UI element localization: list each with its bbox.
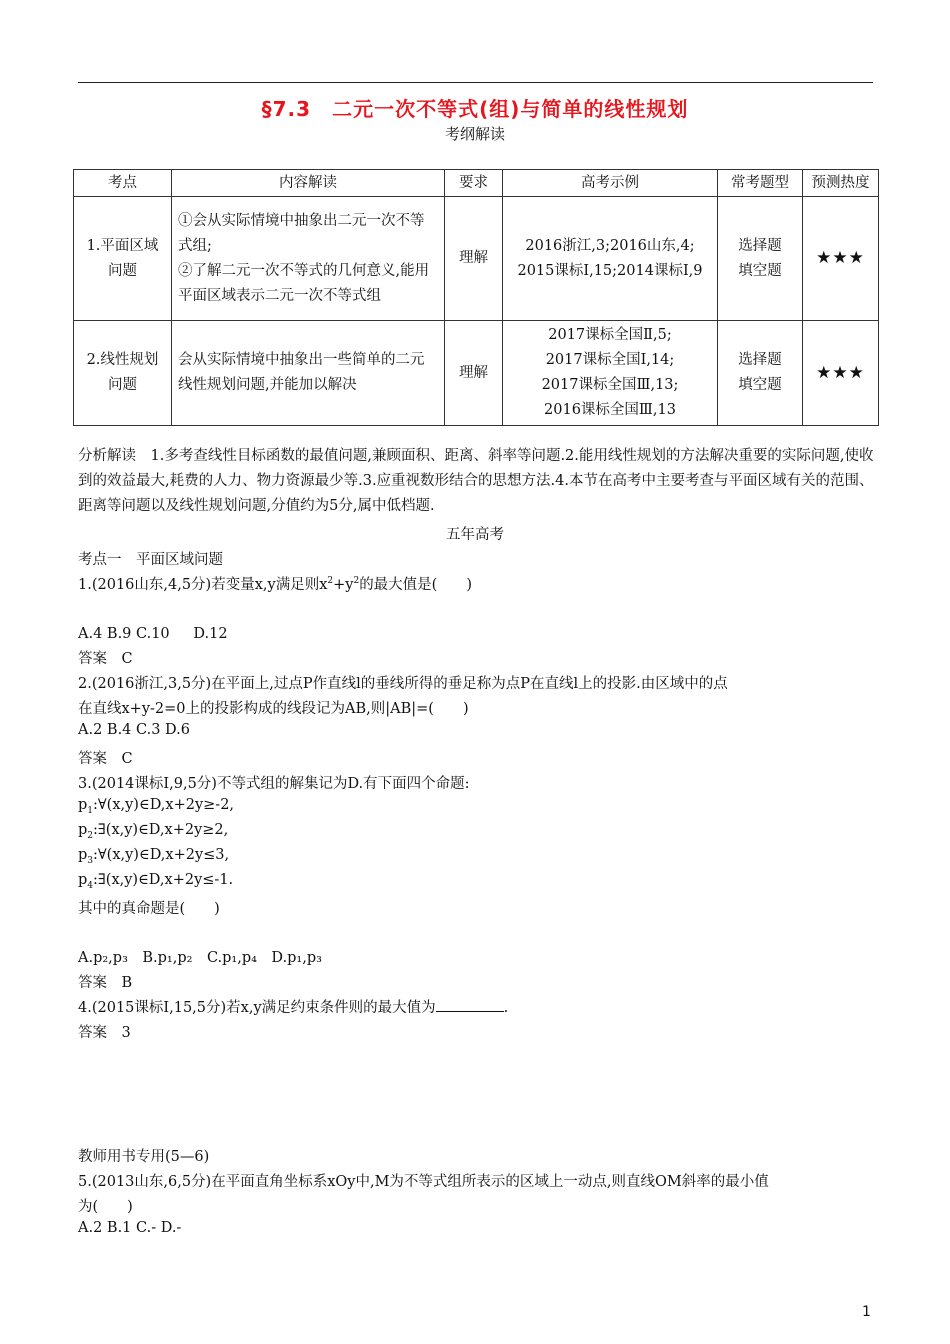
proposition-p4: $p_4:\exists(x,y)\in D,x+2y\le-1$.: [78, 872, 234, 891]
header-topic: 考点: [74, 170, 172, 197]
table-row: [74, 321, 879, 426]
question-3-answer: 答案 B: [78, 975, 133, 991]
question-5-stem-line: 5.(2013山东,6,5分)在平面直角坐标系xOy中,M为不等式组所表示的区域上一动点,则直线OM斜率的最小值: [78, 1174, 769, 1190]
content-line: 会从实际情境中抽象出一些简单的二元线性规划问题,并能加以解决: [178, 352, 425, 393]
question-5-options: A.2 B.1 C.- D.-: [78, 1220, 182, 1236]
proposition-p2: $p_2:\exists(x,y)\in D,x+2y\ge 2$,: [78, 822, 229, 841]
cell-question-types: [718, 197, 803, 321]
cell-topic: 2.线性规划问题: [74, 321, 172, 426]
question-1-stem: 1.(2016山东,4,5分)若变量x,y满足则$x^2+y^2$的最大值是( ): [78, 576, 473, 593]
cell-content: [172, 197, 445, 321]
syllabus-heading: 考纲解读: [444, 125, 505, 143]
content-line: ②了解二元一次不等式的几何意义,能用平面区域表示二元一次不等式组: [178, 262, 430, 304]
question-2-answer: 答案 C: [78, 751, 133, 767]
answer-blank: [436, 997, 504, 1012]
question-3-stem: 3.(2014课标Ⅰ,9,5分)不等式组的解集记为D.有下面四个命题:: [78, 776, 470, 792]
header-heat: 预测热度: [803, 170, 879, 197]
example-line: 2016浙江,3;2016山东,4;: [525, 237, 695, 254]
cell-heat-stars: ★★★: [803, 321, 879, 426]
analysis-paragraph: 分析解读 1.多考查线性目标函数的最值问题,兼顾面积、距离、斜率等问题.2.能用线性规划的方法解决重要的实际问题,使收到的效益最大,耗费的人力、物力资源最少等.3.应重视数形结合的思想方法.4.本节在高考中主要考查与平面区域有关的范围、距离等问题以及线性规划问题,分值约为5分,属中低档题.: [78, 448, 874, 514]
question-2-stem-line: 在直线x+y-2=0上的投影构成的线段记为AB,则|AB|=( ): [78, 701, 469, 717]
question-1-answer: 答案 C: [78, 651, 133, 667]
cell-content: [172, 321, 445, 426]
page-title: §7.3 二元一次不等式(组)与简单的线性规划: [261, 97, 689, 121]
type-line: 选择题: [738, 237, 782, 254]
page-number: 1: [862, 1304, 871, 1320]
question-3-options: A.p₂,p₃ B.p₁,p₂ C.p₁,p₄ D.p₁,p₃: [78, 950, 322, 966]
type-line: 填空题: [738, 262, 782, 279]
syllabus-table: [73, 169, 879, 426]
question-3-ask: 其中的真命题是( ): [78, 901, 220, 917]
cell-examples: [503, 197, 718, 321]
header-requirement: 要求: [445, 170, 503, 197]
table-row: [74, 197, 879, 321]
cell-requirement: 理解: [445, 321, 503, 426]
example-line: 2015课标Ⅰ,15;2014课标Ⅰ,9: [517, 262, 703, 279]
question-5-stem-line: 为( ): [78, 1199, 133, 1215]
header-examples: 高考示例: [503, 170, 718, 197]
subsection-heading: 考点一 平面区域问题: [78, 552, 223, 568]
table-header-row: [74, 170, 879, 197]
question-2-stem-line: 2.(2016浙江,3,5分)在平面上,过点P作直线l的垂线所得的垂足称为点P在直线l上的投影.由区域中的点: [78, 676, 728, 692]
question-1-options: A.4 B.9 C.10 D.12: [78, 626, 228, 642]
cell-examples: [503, 321, 718, 426]
proposition-p1: $p_1:\forall(x,y)\in D,x+2y\ge-2$,: [78, 797, 235, 816]
example-line: 2017课标全国Ⅲ,13;: [541, 377, 679, 393]
teacher-section-heading: 教师用书专用(5—6): [78, 1149, 210, 1165]
question-4-stem: 4.(2015课标Ⅰ,15,5分)若x,y满足约束条件则的最大值为 .: [78, 996, 508, 1017]
section-heading: 五年高考: [446, 527, 504, 543]
type-line: 填空题: [738, 377, 782, 393]
example-line: 2016课标全国Ⅲ,13: [544, 402, 676, 418]
proposition-p3: $p_3:\forall(x,y)\in D,x+2y\le 3$,: [78, 847, 230, 866]
cell-requirement: 理解: [445, 197, 503, 321]
header-question-types: 常考题型: [718, 170, 803, 197]
example-line: 2017课标全国Ⅰ,14;: [545, 352, 675, 368]
content-line: ①会从实际情境中抽象出二元一次不等式组;: [178, 212, 425, 254]
top-rule: [78, 82, 873, 83]
cell-topic: 1.平面区域问题: [74, 197, 172, 321]
cell-heat-stars: ★★★: [803, 197, 879, 321]
example-line: 2017课标全国Ⅱ,5;: [548, 327, 672, 343]
question-4-answer: 答案 3: [78, 1025, 131, 1041]
header-content: 内容解读: [172, 170, 445, 197]
type-line: 选择题: [738, 352, 782, 368]
question-2-options: A.2 B.4 C.3 D.6: [78, 722, 190, 738]
cell-question-types: [718, 321, 803, 426]
